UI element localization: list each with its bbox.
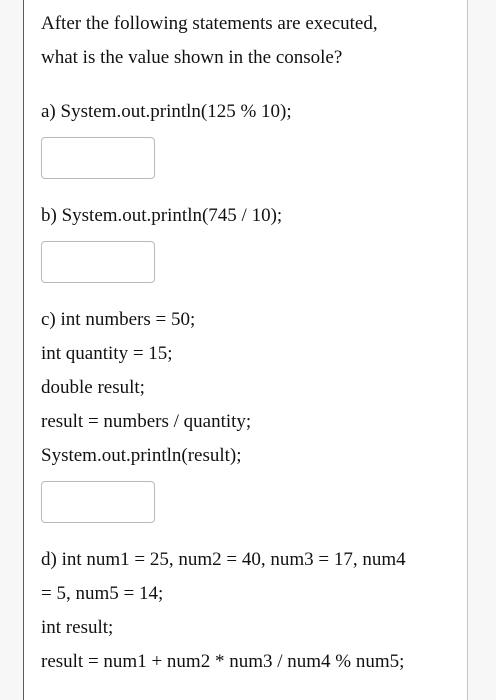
part-d-code-line-1: d) int num1 = 25, num2 = 40, num3 = 17, num4 [41,549,406,570]
part-c-code-line-3: double result; [41,377,145,398]
part-d-code-line-2: = 5, num5 = 14; [41,583,164,604]
part-c-code-line-2: int quantity = 15; [41,343,173,364]
question-panel [23,0,468,700]
question-text-line-1: After the following statements are executed, [41,13,378,34]
part-a-code: a) System.out.println(125 % 10); [41,101,292,122]
part-c-answer-input[interactable] [41,481,155,523]
question-text-line-2: what is the value shown in the console? [41,47,343,68]
part-a-answer-input[interactable] [41,137,155,179]
part-d-code-line-3: int result; [41,617,114,638]
part-c-code-line-5: System.out.println(result); [41,445,242,466]
part-b-answer-input[interactable] [41,241,155,283]
question-content [41,7,456,679]
part-b-code: b) System.out.println(745 / 10); [41,205,283,226]
part-c-code-line-4: result = numbers / quantity; [41,411,252,432]
part-d-code-line-4: result = num1 + num2 * num3 / num4 % num5; [41,651,405,672]
part-c-code-line-1: c) int numbers = 50; [41,309,196,330]
